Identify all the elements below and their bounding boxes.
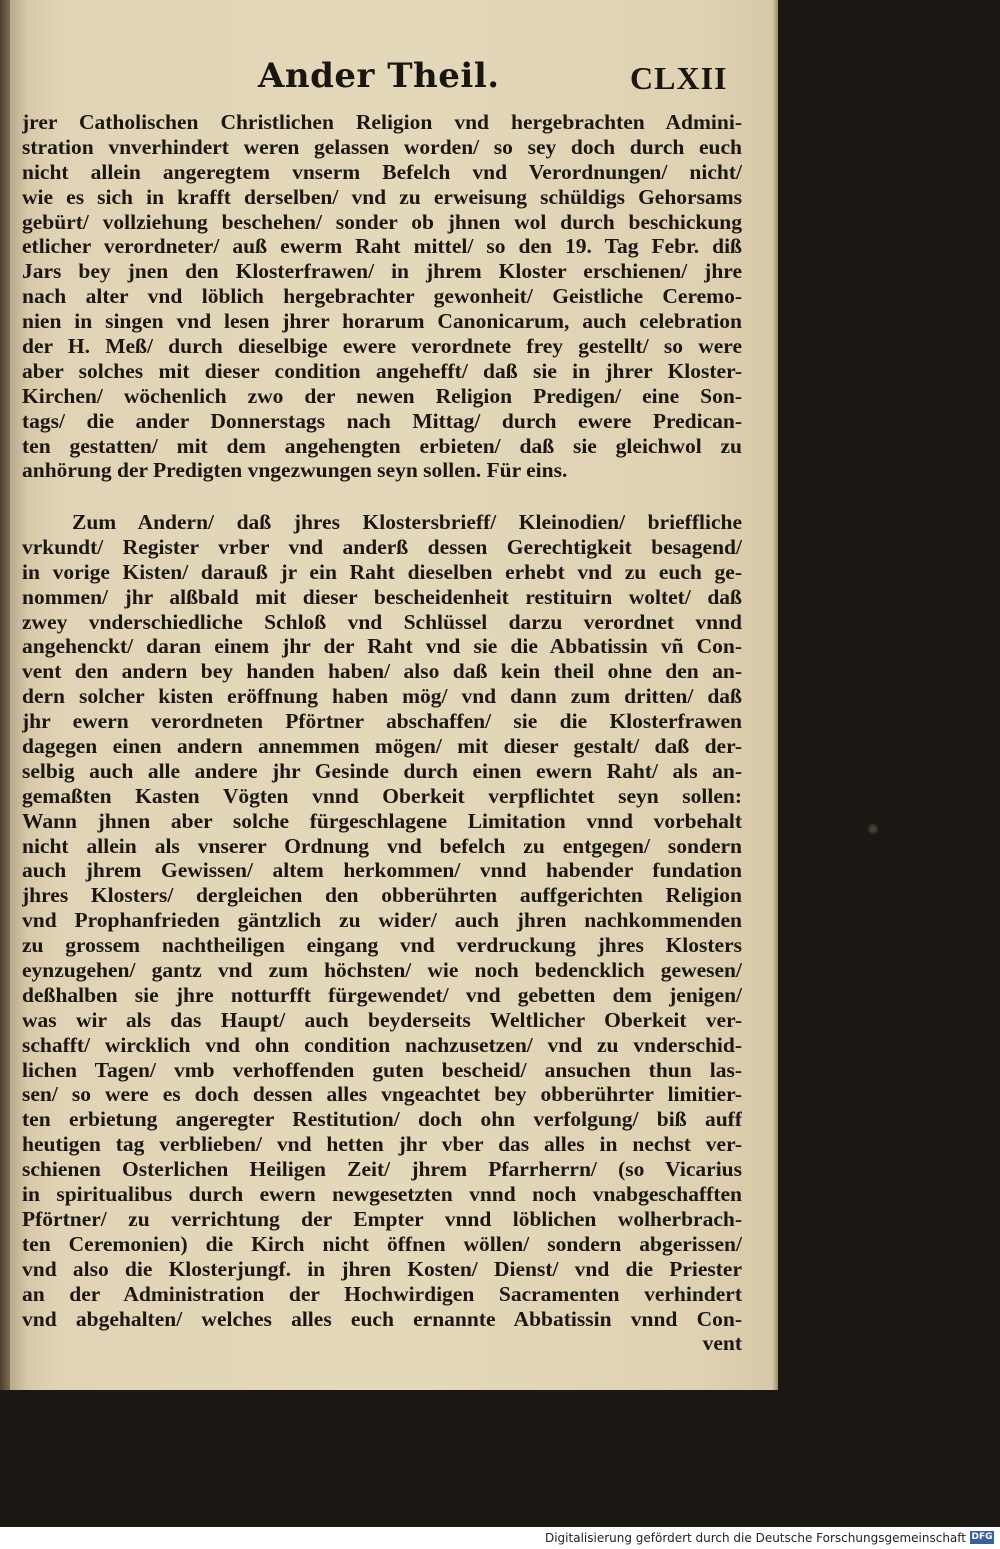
- text-line: dern solcher kisten eröffnung haben mög/ vnd dann zum dritten/ daß: [22, 684, 742, 709]
- text-line: jhr ewern verordneten Pförtner abschaffen/ sie die Klosterfrawen: [22, 709, 742, 734]
- text-line: ten erbietung angeregter Restitution/ doch ohn verfolgung/ biß auff: [22, 1107, 742, 1132]
- text-line: vnd also die Klosterjungf. in jhren Kosten/ Dienst/ vnd die Priester: [22, 1256, 742, 1281]
- text-line: jrer Catholischen Christlichen Religion vnd hergebrachten Admini-: [22, 110, 742, 134]
- text-line: Pförtner/ zu verrichtung der Empter vnnd löblichen wolherbrach-: [22, 1206, 742, 1231]
- text-line: in spiritualibus durch ewern newgesetzten vnnd noch vnabgeschafften: [22, 1182, 742, 1207]
- text-line: schienen Osterlichen Heiligen Zeit/ jhrem Pfarrherrn/ (so Vicarius: [22, 1157, 742, 1182]
- text-line: stration vnverhindert weren gelassen worden/ so sey doch durch euch: [22, 134, 742, 159]
- folio-number: CLXII: [630, 60, 728, 96]
- text-line: nien in singen vnd lesen jhrer horarum Canonicarum, auch celebration: [22, 309, 742, 334]
- text-line: vrkundt/ Register vrber vnd anderß dessen Gerechtigkeit besagend/: [22, 534, 742, 559]
- text-line: vnd abgehalten/ welches alles euch ernannte Abbatissin vnnd Con-: [22, 1306, 742, 1331]
- funding-credit: Digitalisierung gefördert durch die Deutsche Forschungsgemeinschaft: [544, 1531, 966, 1545]
- text-line: nicht allein angeregtem vnserm Befelch vnd Verordnungen/ nicht/: [22, 159, 742, 184]
- text-line: eynzugehen/ gantz vnd zum höchsten/ wie noch bedencklich gewesen/: [22, 958, 742, 983]
- text-line: auch jhrem Gewissen/ altem herkommen/ vnnd habender fundation: [22, 858, 742, 883]
- text-line: der H. Meß/ durch dieselbige ewere verordnete frey gestellt/ so were: [22, 334, 742, 359]
- text-line: an der Administration der Hochwirdigen Sacramenten verhindert: [22, 1281, 742, 1306]
- text-line: wie es sich in krafft derselben/ vnd zu erweisung schüldigs Gehorsams: [22, 184, 742, 209]
- text-line: Zum Andern/ daß jhres Klostersbrieff/ Kleinodien/ brieffliche: [72, 510, 742, 534]
- text-line: deßhalben sie jhre notturfft fürgewendet/ vnd gebetten dem jenigen/: [22, 982, 742, 1007]
- text-line: jhres Klosters/ dergleichen den obberührten auffgerichten Religion: [22, 883, 742, 908]
- text-line: was wir als das Haupt/ auch beyderseits Weltlicher Oberkeit ver-: [22, 1007, 742, 1032]
- text-line: gebürt/ vollziehung beschehen/ sonder ob jhnen wol durch beschickung: [22, 209, 742, 234]
- text-line: sen/ so were es doch dessen alles vngeachtet bey obberührter limitier-: [22, 1082, 742, 1107]
- text-line: vent den andern bey handen haben/ also daß kein theil ohne den an-: [22, 659, 742, 684]
- text-line: schafft/ wircklich vnd ohn condition nachzusetzen/ vnd zu vnderschid-: [22, 1032, 742, 1057]
- text-line: Kirchen/ wöchenlich zwo der newen Religion Predigen/ eine Son-: [22, 383, 742, 408]
- paragraph-1: [22, 110, 742, 483]
- page-gutter: [0, 0, 10, 1390]
- text-line: dagegen einen andern annemmen mögen/ mit dieser gestalt/ daß der-: [22, 734, 742, 759]
- text-line: in vorige Kisten/ darauß jr ein Raht dieselben erhebt vnd zu euch ge-: [22, 559, 742, 584]
- text-line: lichen Tagen/ vmb verhoffenden guten bescheid/ ansuchen thun las-: [22, 1057, 742, 1082]
- text-line: aber solches mit dieser condition angehefft/ daß sie in jhrer Kloster-: [22, 358, 742, 383]
- footer-bar: [0, 1527, 1000, 1549]
- text-line: vnd Prophanfrieden gäntzlich zu wider/ auch jhren nachkommenden: [22, 908, 742, 933]
- ink-smudge: [868, 822, 878, 836]
- catchword: vent: [702, 1331, 742, 1356]
- text-line: ten gestatten/ mit dem angehengten erbieten/ daß sie gleichwol zu: [22, 433, 742, 458]
- text-line: Wann jhnen aber solche fürgeschlagene Limitation vnnd vorbehalt: [22, 808, 742, 833]
- text-line: anhörung der Predigten vngezwungen seyn sollen. Für eins.: [22, 458, 568, 483]
- dfg-logo: DFG: [971, 1532, 993, 1542]
- text-line: angehenckt/ daran einem jhr der Raht vnd sie die Abbatissin vñ Con-: [22, 634, 742, 659]
- text-line: ten Ceremonien) die Kirch nicht öffnen wöllen/ sondern abgerissen/: [22, 1231, 742, 1256]
- paragraph-2: [22, 510, 742, 1356]
- text-line: nach alter vnd löblich hergebrachter gewonheit/ Geistliche Ceremo-: [22, 284, 742, 309]
- text-line: zwey vnderschiedliche Schloß vnd Schlüssel darzu verordnet vnnd: [22, 609, 742, 634]
- text-line: heutigen tag verblieben/ vnd hetten jhr vber das alles in nechst ver-: [22, 1132, 742, 1157]
- text-line: nommen/ jhr alßbald mit dieser bescheidenheit restituirn woltet/ daß: [22, 584, 742, 609]
- text-line: Jars bey jnen den Klosterfrawen/ in jhrem Kloster erschienen/ jhre: [22, 259, 742, 284]
- text-line: nicht allein als vnserer Ordnung vnd befelch zu entgegen/ sondern: [22, 833, 742, 858]
- running-head: Ander Theil.: [258, 56, 500, 96]
- text-line: zu grossem nachtheiligen eingang vnd verdruckung jhres Klosters: [22, 933, 742, 958]
- text-line: gemaßten Kasten Vögten vnnd Oberkeit verpflichtet seyn sollen:: [22, 783, 742, 808]
- text-line: etlicher verordneter/ auß ewerm Raht mittel/ so den 19. Tag Febr. diß: [22, 234, 742, 259]
- text-line: selbig auch alle andere jhr Gesinde durch einen ewern Raht/ als an-: [22, 758, 742, 783]
- text-line: tags/ die ander Donnerstags nach Mittag/ durch ewere Predican-: [22, 408, 742, 433]
